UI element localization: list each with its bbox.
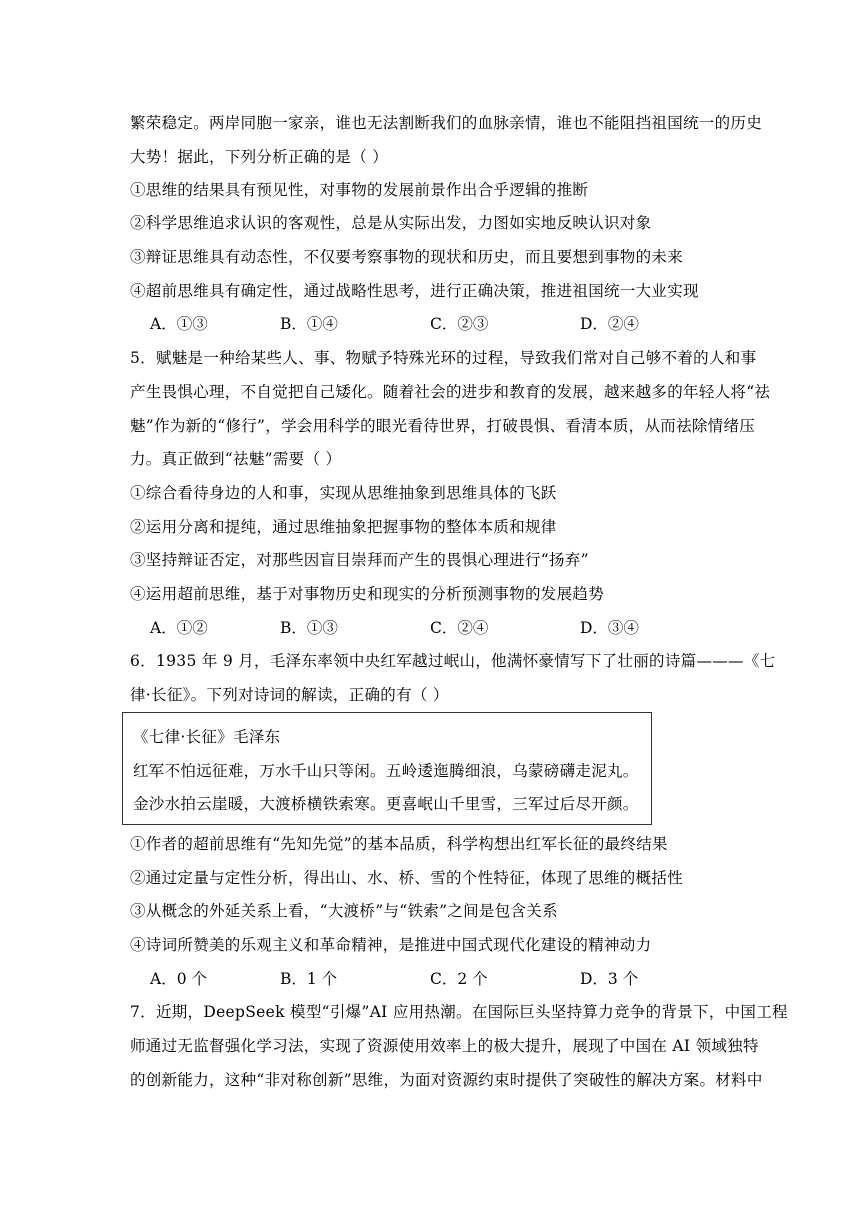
q5-stem-line: 魅”作为新的“修行”，学会用科学的眼光看待世界，打破畏惧、看清本质，从而祛除情绪压 (130, 417, 756, 435)
q4-statement: ③辩证思维具有动态性，不仅要考察事物的现状和历史，而且要想到事物的未来 (130, 248, 684, 266)
q5-options (150, 618, 710, 638)
q6-option-a[interactable]: A．0 个 (150, 970, 207, 988)
q4-option-b[interactable]: B．①④ (280, 315, 338, 333)
q6-stem-line: 6．1935 年 9 月，毛泽东率领中央红军越过岷山，他满怀豪情写下了壮丽的诗篇———《七 (130, 652, 776, 670)
q4-stem-line: 大势！据此，下列分析正确的是（ ） (130, 148, 389, 166)
q4-options (150, 314, 710, 334)
q6-statement: ②通过定量与定性分析，得出山、水、桥、雪的个性特征，体现了思维的概括性 (130, 869, 684, 887)
q4-stem-line: 繁荣稳定。两岸同胞一家亲，谁也无法割断我们的血脉亲情，谁也不能阻挡祖国统一的历史 (130, 114, 763, 132)
q5-statement: ③坚持辩证否定，对那些因盲目崇拜而产生的畏惧心理进行“扬弃” (130, 551, 589, 569)
q5-option-b[interactable]: B．①③ (280, 619, 338, 637)
q5-option-d[interactable]: D．③④ (580, 619, 639, 637)
q5-statement: ②运用分离和提纯，通过思维抽象把握事物的整体本质和规律 (130, 518, 557, 536)
q6-statement: ③从概念的外延关系上看，“大渡桥”与“铁索”之间是包含关系 (130, 902, 558, 920)
q5-statement: ①综合看待身边的人和事，实现从思维抽象到思维具体的飞跃 (130, 484, 557, 502)
q6-stem-line: 律·长征》。下列对诗词的解读，正确的有（ ） (130, 686, 449, 704)
q6-statement: ①作者的超前思维有“先知先觉”的基本品质，科学构想出红军长征的最终结果 (130, 835, 668, 853)
q5-stem-line: 5．赋魅是一种给某些人、事、物赋予特殊光环的过程，导致我们常对自己够不着的人和事 (130, 349, 757, 367)
q4-statement: ④超前思维具有确定性，通过战略性思考，进行正确决策，推进祖国统一大业实现 (130, 282, 699, 300)
q5-option-c[interactable]: C．②④ (430, 619, 489, 637)
q6-statement: ④诗词所赞美的乐观主义和革命精神，是推进中国式现代化建设的精神动力 (130, 936, 652, 954)
poem-title: 《七律·长征》毛泽东 (133, 728, 281, 746)
q5-stem-line: 力。真正做到“祛魅”需要（ ） (130, 450, 342, 468)
q4-option-c[interactable]: C．②③ (430, 315, 489, 333)
q5-option-a[interactable]: A．①② (150, 619, 208, 637)
q4-option-a[interactable]: A．①③ (150, 315, 208, 333)
q5-stem-line: 产生畏惧心理，不自觉把自己矮化。随着社会的进步和教育的发展，越来越多的年轻人将“祛 (130, 383, 771, 401)
q4-option-d[interactable]: D．②④ (580, 315, 639, 333)
poem-line: 金沙水拍云崖暖，大渡桥横铁索寒。更喜岷山千里雪，三军过后尽开颜。 (133, 795, 639, 813)
q5-statement: ④运用超前思维，基于对事物历史和现实的分析预测事物的发展趋势 (130, 585, 605, 603)
poem-line: 红军不怕远征难，万水千山只等闲。五岭逶迤腾细浪，乌蒙磅礴走泥丸。 (133, 762, 639, 780)
q4-statement: ①思维的结果具有预见性，对事物的发展前景作出合乎逻辑的推断 (130, 181, 589, 199)
q6-option-b[interactable]: B．1 个 (280, 970, 338, 988)
q6-options (150, 969, 710, 989)
q6-option-c[interactable]: C．2 个 (430, 970, 488, 988)
q7-stem-line: 师通过无监督强化学习法，实现了资源使用效率上的极大提升，展现了中国在 AI 领域独特 (130, 1037, 759, 1055)
q7-stem-line: 的创新能力，这种“非对称创新”思维，为面对资源约束时提供了突破性的解决方案。材料中 (130, 1071, 763, 1089)
poem-box (122, 712, 652, 825)
q7-stem-line: 7．近期，DeepSeek 模型“引爆”AI 应用热潮。在国际巨头坚持算力竞争的背景下，中国工程 (130, 1003, 788, 1021)
q6-option-d[interactable]: D．3 个 (580, 970, 639, 988)
q4-statement: ②科学思维追求认识的客观性，总是从实际出发，力图如实地反映认识对象 (130, 214, 652, 232)
